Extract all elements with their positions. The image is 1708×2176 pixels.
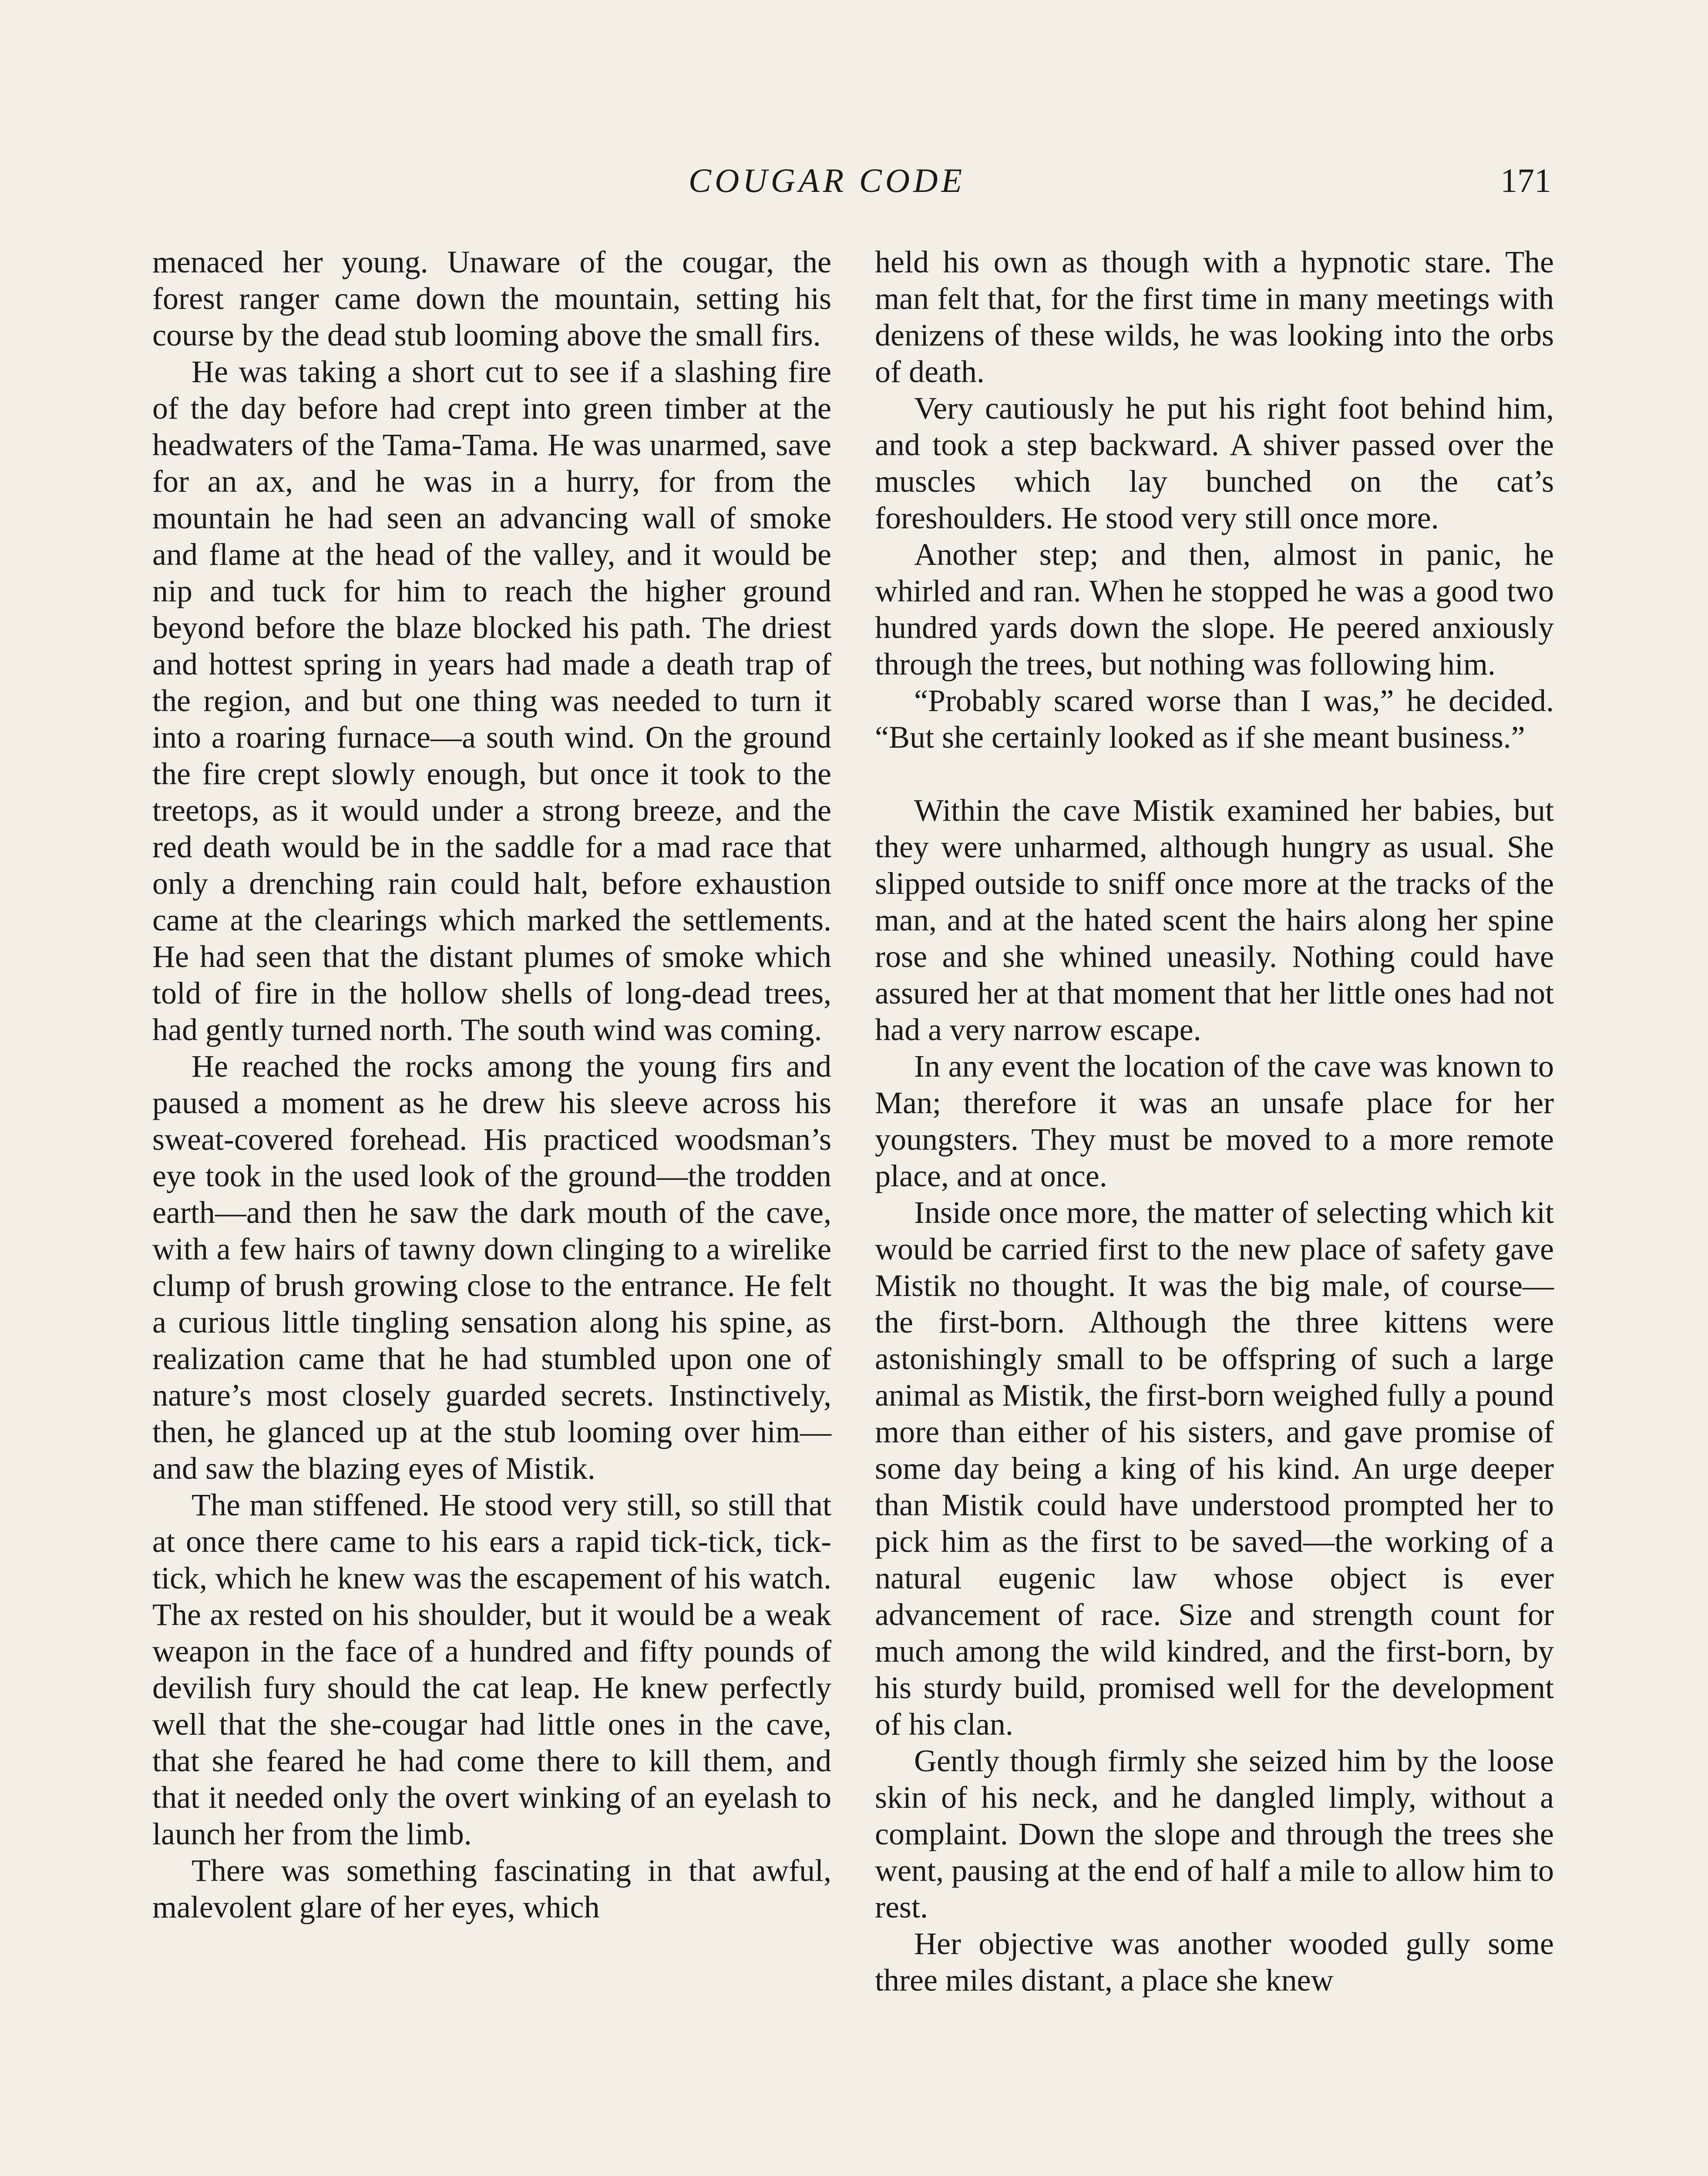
section-break xyxy=(875,756,1554,792)
paragraph: Gently though firmly she seized him by the loose skin of his neck, and he dangled limply, without a complaint. Down the slope and through the trees she went, pausing at the end of half a mile to allow him to rest. xyxy=(875,1743,1554,1924)
running-title: COUGAR CODE xyxy=(688,161,966,199)
right-column xyxy=(875,244,1554,1998)
paragraph: In any event the location of the cave was known to Man; therefore it was an unsafe place for her youngsters. They must be moved to a more remote place, and at once. xyxy=(875,1049,1554,1193)
paragraph: Inside once more, the matter of selecting which kit would be carried first to the new place of safety gave Mistik no thought. It was the big male, of course—the first-born. Although the three kittens were astonishingly small to be offspring of such a large animal as Mistik, the first-born weighed fully a pound more than either of his sisters, and gave promise of some day being a king of his kind. An urge deeper than Mistik could have understood prompted her to pick him as the first to be saved—the working of a natural eugenic law whose object is ever advancement of race. Size and strength count for much among the wild kindred, and the first-born, by his sturdy build, promised well for the development of his clan. xyxy=(875,1195,1554,1742)
paragraph: Within the cave Mistik examined her babies, but they were unharmed, although hungry as usual. She slipped outside to sniff once more at the tracks of the man, and at the hated scent the hairs along her spine rose and she whined uneasily. Nothing could have assured her at that moment that her little ones had not had a very narrow escape. xyxy=(875,793,1554,1047)
paragraph: Another step; and then, almost in panic, he whirled and ran. When he stopped he was a good two hundred yards down the slope. He peered anxiously through the trees, but nothing was following him. xyxy=(875,537,1554,682)
paragraph: He reached the rocks among the young firs and paused a moment as he drew his sleeve across his sweat-covered forehead. His practiced woodsman’s eye took in the used look of the ground—the trodden earth—and then he saw the dark mouth of the cave, with a few hairs of tawny down clinging to a wirelike clump of brush growing close to the entrance. He felt a curious little tingling sensation along his spine, as realization came that he had stumbled upon one of nature’s most closely guarded secrets. Instinctively, then, he glanced up at the stub looming over him—and saw the blazing eyes of Mistik. xyxy=(152,1049,831,1486)
paragraph: “Probably scared worse than I was,” he decided. “But she certainly looked as if she meant business.” xyxy=(875,683,1554,755)
paragraph: held his own as though with a hypnotic stare. The man felt that, for the first time in many meetings with denizens of these wilds, he was looking into the orbs of death. xyxy=(875,245,1554,389)
paragraph: Very cautiously he put his right foot behind him, and took a step backward. A shiver passed over the muscles which lay bunched on the cat’s foreshoulders. He stood very still once more. xyxy=(875,391,1554,535)
paragraph: He was taking a short cut to see if a slashing fire of the day before had crept into green timber at the headwaters of the Tama-Tama. He was unarmed, save for an ax, and he was in a hurry, for from the mountain he had seen an advancing wall of smoke and flame at the head of the valley, and it would be nip and tuck for him to reach the higher ground beyond before the blaze blocked his path. The driest and hottest spring in years had made a death trap of the region, and but one thing was needed to turn it into a roaring furnace—a south wind. On the ground the fire crept slowly enough, but once it took to the treetops, as it would under a strong breeze, and the red death would be in the saddle for a mad race that only a drenching rain could halt, before exhaustion came at the clearings which marked the settlements. He had seen that the distant plumes of smoke which told of fire in the hollow shells of long-dead trees, had gently turned north. The south wind was coming. xyxy=(152,354,831,1047)
paragraph: There was something fascinating in that awful, malevolent glare of her eyes, which xyxy=(152,1853,831,1924)
paragraph: menaced her young. Unaware of the cougar, the forest ranger came down the mountain, setting his course by the dead stub looming above the small firs. xyxy=(152,245,831,353)
paragraph: The man stiffened. He stood very still, so still that at once there came to his ears a rapid tick-tick, tick-tick, which he knew was the escapement of his watch. The ax rested on his shoulder, but it would be a weak weapon in the face of a hundred and fifty pounds of devilish fury should the cat leap. He knew perfectly well that the she-cougar had little ones in the cave, that she feared he had come there to kill them, and that it needed only the overt winking of an eyelash to launch her from the limb. xyxy=(152,1488,831,1851)
page-header xyxy=(0,161,1708,213)
left-column xyxy=(152,244,831,1925)
page-number: 171 xyxy=(1500,161,1551,199)
paragraph: Her objective was another wooded gully some three miles distant, a place she knew xyxy=(875,1926,1554,1998)
